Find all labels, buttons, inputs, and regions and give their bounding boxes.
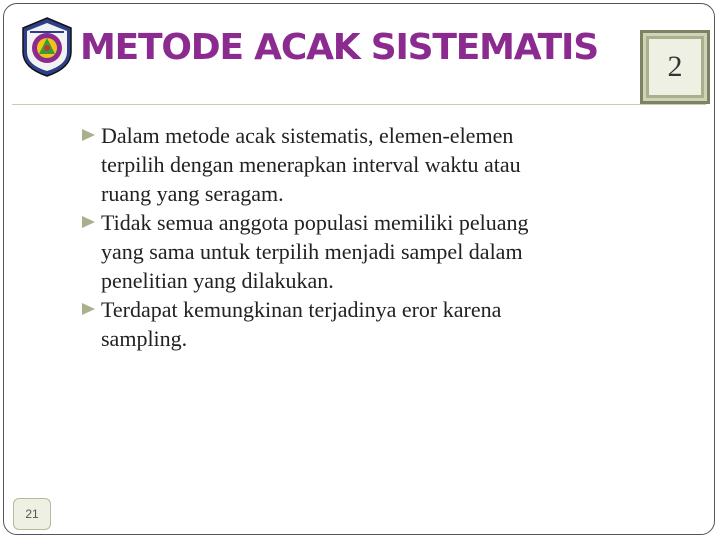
bullet-line: Tidak semua anggota populasi memiliki peluang bbox=[101, 210, 529, 235]
arrow-bullet-icon bbox=[82, 303, 95, 315]
page-number-tile bbox=[640, 30, 710, 104]
bullet-item bbox=[80, 121, 680, 208]
bullet-line: Dalam metode acak sistematis, elemen-elemen bbox=[101, 123, 514, 148]
slide bbox=[3, 3, 715, 535]
bullet-line: ruang yang seragam. bbox=[101, 181, 284, 206]
university-seal-icon bbox=[18, 16, 76, 78]
arrow-bullet-icon bbox=[82, 216, 95, 228]
page-number: 2 bbox=[649, 39, 701, 95]
slide-number-badge: 21 bbox=[13, 498, 51, 530]
bullet-line: penelitian yang dilakukan. bbox=[101, 268, 334, 293]
title-divider bbox=[12, 104, 706, 105]
bullet-item bbox=[80, 208, 680, 295]
bullet-line: sampling. bbox=[101, 326, 188, 351]
arrow-bullet-icon bbox=[82, 129, 95, 141]
bullet-item bbox=[80, 295, 680, 353]
bullet-line: yang sama untuk terpilih menjadi sampel dalam bbox=[101, 239, 523, 264]
bullet-line: Terdapat kemungkinan terjadinya eror karena bbox=[101, 297, 502, 322]
bullet-list bbox=[80, 121, 680, 353]
bullet-line: terpilih dengan menerapkan interval waktu atau bbox=[101, 152, 521, 177]
page-title: METODE ACAK SISTEMATIS bbox=[80, 27, 598, 68]
